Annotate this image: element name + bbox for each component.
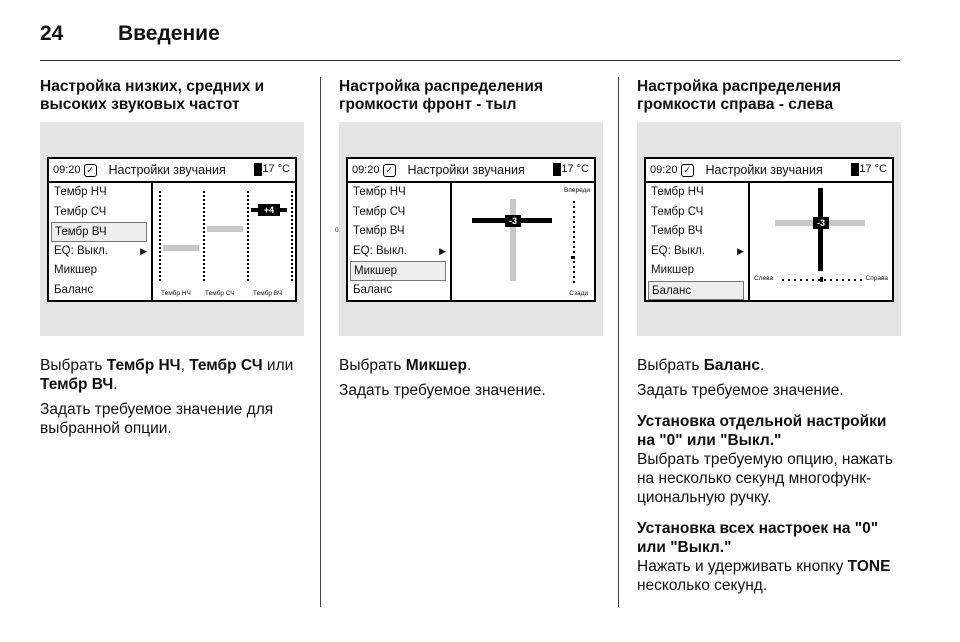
track-dot: [159, 219, 161, 221]
track-dot: [247, 199, 249, 201]
track-dot: [247, 219, 249, 221]
track-dot: [291, 247, 293, 249]
bold-term: Микшер: [405, 357, 467, 374]
scale-dot: [830, 279, 832, 281]
temperature: 17 °C: [561, 163, 589, 175]
clock: 09:20: [650, 164, 678, 176]
display-screen: [346, 157, 596, 302]
display-screen: [644, 157, 894, 302]
track-dot: [203, 199, 205, 201]
thermometer-icon: [254, 163, 262, 176]
right-label: Справа: [865, 275, 888, 282]
scale-dot: [573, 236, 575, 238]
scale-dot: [794, 279, 796, 281]
track-dot: [247, 191, 249, 193]
menu-item-label: EQ: Выкл.: [54, 244, 109, 257]
track-dot: [159, 279, 161, 281]
track-dot: [247, 271, 249, 273]
track-dot: [247, 223, 249, 225]
text: .: [466, 357, 472, 374]
menu-item-eq[interactable]: [348, 242, 450, 262]
track-dot: [203, 211, 205, 213]
track-dot: [159, 243, 161, 245]
track-dot: [203, 227, 205, 229]
instruction-text: [339, 356, 603, 375]
temperature: 17 °C: [859, 163, 887, 175]
scale-dot: [573, 256, 575, 258]
menu-item-label: EQ: Выкл.: [651, 244, 706, 257]
text: несколько секунд.: [637, 577, 768, 594]
track-dot: [291, 279, 293, 281]
check-icon: ✓: [681, 164, 694, 177]
menu-item-balance[interactable]: Баланс: [353, 283, 393, 296]
track-dot: [291, 263, 293, 265]
menu-item-eq[interactable]: [646, 242, 748, 262]
scale-dot: [812, 279, 814, 281]
menu-item-fader[interactable]: Микшер: [54, 264, 98, 276]
eq-pane: [153, 183, 339, 300]
track-dot: [291, 227, 293, 229]
track-dot: [291, 271, 293, 273]
scale-dot: [573, 281, 575, 283]
screen-photo: [637, 122, 901, 336]
track-dot: [291, 207, 293, 209]
check-icon: ✓: [84, 164, 97, 177]
sound-menu: [646, 183, 750, 300]
menu-item-balance[interactable]: Баланс: [648, 281, 744, 301]
eq-bar: [207, 226, 243, 232]
track-dot: [159, 275, 161, 277]
track-dot: [203, 263, 205, 265]
track-dot: [291, 239, 293, 241]
track-dot: [247, 239, 249, 241]
track-dot: [203, 239, 205, 241]
bold-term: Тембр ВЧ: [40, 376, 114, 393]
sound-menu: [49, 183, 153, 300]
track-dot: [291, 275, 293, 277]
track-dot: [247, 207, 249, 209]
track-dot: [203, 267, 205, 269]
scale-dot: [573, 266, 575, 268]
scale-marker: [820, 277, 823, 282]
scale-dot: [573, 201, 575, 203]
screen-photo: [339, 122, 603, 336]
section-heading: Настройка распределения громкости фронт - тыл: [339, 78, 543, 113]
track-dot: [203, 259, 205, 261]
section-heading: Настройка низких, средних и высоких звуковых частот: [40, 78, 265, 113]
scale-dot: [848, 279, 850, 281]
text: ,: [180, 357, 190, 374]
track-dot: [203, 275, 205, 277]
track-dot: [291, 235, 293, 237]
text: Выбрать: [339, 357, 406, 374]
scale-dot: [573, 226, 575, 228]
text: Нажать и удерживать кнопку: [637, 558, 848, 575]
scale-dot: [824, 279, 826, 281]
menu-item-bass[interactable]: Тембр НЧ: [353, 186, 406, 198]
check-icon: ✓: [383, 164, 396, 177]
balance-pane: [750, 183, 892, 300]
track-dot: [203, 207, 205, 209]
scale-dot: [573, 276, 575, 278]
header-rule: [40, 60, 900, 61]
menu-item-eq[interactable]: [49, 242, 151, 262]
subheading: Установка всех настроек на "0" или "Выкл.": [637, 520, 879, 556]
screen-title: Настройки звучания: [407, 163, 525, 177]
track-dot: [203, 195, 205, 197]
screen-header: [348, 159, 594, 183]
instruction-text: Задать требуемое значение.: [637, 382, 844, 399]
track-dot: [203, 235, 205, 237]
track-dot: [291, 191, 293, 193]
track-dot: [203, 247, 205, 249]
track-dot: [203, 243, 205, 245]
section-body: [40, 356, 304, 438]
menu-item-fader[interactable]: Микшер: [651, 264, 695, 276]
track-dot: [203, 279, 205, 281]
menu-item-treble[interactable]: Тембр ВЧ: [651, 225, 703, 237]
text: Выбрать: [637, 357, 704, 374]
eq-label-mid: Тембр СЧ: [205, 290, 235, 297]
menu-item-treble[interactable]: Тембр ВЧ: [51, 222, 147, 242]
fader-vertical-bar: [510, 199, 516, 281]
column-balance: [637, 78, 901, 601]
track-dot: [203, 255, 205, 257]
column-separator: [618, 77, 619, 607]
scale-dot: [782, 279, 784, 281]
eq-label-treble: Тембр ВЧ: [253, 290, 283, 297]
temperature: 17 °C: [262, 163, 290, 175]
track-dot: [247, 275, 249, 277]
arrow-right-icon: ▶: [737, 245, 744, 256]
scale-dot: [573, 251, 575, 253]
track-dot: [159, 247, 161, 249]
screen-header: [646, 159, 892, 183]
instruction-text: Задать требуемое значение для выбранной опции.: [40, 401, 274, 437]
clock: 09:20: [53, 164, 81, 176]
scale-dot: [842, 279, 844, 281]
track-dot: [159, 207, 161, 209]
track-dot: [159, 223, 161, 225]
eq-bar: [163, 245, 199, 251]
track-dot: [159, 255, 161, 257]
track-dot: [247, 203, 249, 205]
track-dot: [247, 231, 249, 233]
instruction-text: Задать требуемое значение.: [339, 382, 546, 399]
track-dot: [291, 259, 293, 261]
column-fader: [339, 78, 603, 406]
scale-dot: [800, 279, 802, 281]
track-dot: [247, 251, 249, 253]
scale-dot: [836, 279, 838, 281]
track-dot: [291, 195, 293, 197]
arrow-right-icon: ▶: [439, 245, 446, 256]
menu-item-label: EQ: Выкл.: [353, 244, 408, 257]
track-dot: [159, 239, 161, 241]
track-dot: [159, 271, 161, 273]
screen-title: Настройки звучания: [705, 163, 823, 177]
scale-dot: [573, 241, 575, 243]
track-dot: [159, 215, 161, 217]
track-dot: [203, 231, 205, 233]
page-title: Введение: [118, 22, 220, 45]
display-screen: [47, 157, 339, 302]
menu-item-fader[interactable]: Микшер: [350, 261, 446, 281]
thermometer-icon: [553, 163, 561, 176]
section-body: [637, 356, 901, 595]
instruction-text: [637, 557, 901, 595]
scale-dot: [860, 279, 862, 281]
track-dot: [291, 203, 293, 205]
track-dot: [247, 263, 249, 265]
track-dot: [159, 235, 161, 237]
track-dot: [203, 223, 205, 225]
column-treble-bass: [40, 78, 339, 444]
value-badge: -3: [505, 215, 521, 227]
track-dot: [203, 251, 205, 253]
track-dot: [203, 203, 205, 205]
text: .: [759, 357, 765, 374]
instruction-text: Выбрать требуемую опцию, нажать на несколько секунд многофунк-циональную ручку.: [637, 451, 893, 506]
bold-term: Баланс: [703, 357, 760, 374]
scale-dot: [573, 231, 575, 233]
eq-label-bass: Тембр НЧ: [161, 290, 191, 297]
clock: 09:20: [352, 164, 380, 176]
track-dot: [291, 243, 293, 245]
track-dot: [159, 203, 161, 205]
section-heading: Настройка распределения громкости справа - слева: [637, 78, 841, 113]
thermometer-icon: [851, 163, 859, 176]
track-dot: [247, 267, 249, 269]
value-badge: +4: [258, 204, 280, 216]
arrow-right-icon: ▶: [140, 245, 147, 256]
track-dot: [247, 279, 249, 281]
track-dot: [159, 259, 161, 261]
bold-term: Тембр СЧ: [189, 357, 263, 374]
column-separator: [320, 77, 321, 607]
page-number: 24: [40, 22, 64, 45]
track-dot: [291, 215, 293, 217]
text: или: [262, 357, 294, 374]
menu-item-bass[interactable]: Тембр НЧ: [651, 186, 704, 198]
track-dot: [247, 255, 249, 257]
track-dot: [291, 219, 293, 221]
balance-vertical-bar: [818, 188, 823, 271]
menu-item-mid[interactable]: Тембр СЧ: [54, 205, 107, 218]
menu-item-mid[interactable]: Тембр СЧ: [651, 205, 704, 218]
track-dot: [291, 223, 293, 225]
track-dot: [159, 227, 161, 229]
menu-item-treble[interactable]: Тембр ВЧ: [353, 225, 405, 237]
screen-header: [49, 159, 295, 183]
zero-label: 0: [335, 227, 339, 234]
menu-item-bass[interactable]: Тембр НЧ: [54, 186, 107, 198]
track-dot: [159, 199, 161, 201]
bold-term: Тембр НЧ: [106, 357, 181, 374]
instruction-text: [40, 356, 304, 394]
scale-dot: [573, 261, 575, 263]
track-dot: [159, 263, 161, 265]
scale-dot: [818, 279, 820, 281]
track-dot: [291, 211, 293, 213]
track-dot: [159, 231, 161, 233]
track-dot: [291, 199, 293, 201]
subheading: Установка отдельной настройки на "0" или "Выкл.": [637, 413, 887, 449]
track-dot: [159, 195, 161, 197]
screen-title: Настройки звучания: [108, 163, 226, 177]
sound-menu: [348, 183, 452, 300]
left-label: Слева: [754, 275, 774, 282]
scale-dot: [573, 216, 575, 218]
front-label: Впереди: [564, 187, 590, 194]
scale-dot: [573, 206, 575, 208]
fader-pane: [452, 183, 594, 300]
scale-dot: [573, 221, 575, 223]
rear-label: Сзади: [569, 290, 588, 297]
track-dot: [247, 227, 249, 229]
instruction-text: [637, 356, 901, 375]
track-dot: [203, 219, 205, 221]
scale-dot: [573, 211, 575, 213]
scale-dot: [573, 271, 575, 273]
track-dot: [247, 259, 249, 261]
scale-dot: [806, 279, 808, 281]
track-dot: [159, 191, 161, 193]
track-dot: [159, 267, 161, 269]
menu-item-mid[interactable]: Тембр СЧ: [353, 205, 406, 218]
track-dot: [203, 191, 205, 193]
track-dot: [203, 271, 205, 273]
track-dot: [159, 211, 161, 213]
track-dot: [291, 255, 293, 257]
track-dot: [291, 267, 293, 269]
track-dot: [291, 231, 293, 233]
text: Выбрать: [40, 357, 107, 374]
track-dot: [247, 195, 249, 197]
track-dot: [247, 247, 249, 249]
value-badge: -3: [813, 217, 829, 229]
menu-item-balance[interactable]: Баланс: [54, 283, 94, 296]
text: .: [113, 376, 118, 393]
track-dot: [159, 251, 161, 253]
track-dot: [203, 215, 205, 217]
track-dot: [291, 251, 293, 253]
scale-dot: [788, 279, 790, 281]
screen-photo: [40, 122, 339, 336]
scale-dot: [573, 246, 575, 248]
track-dot: [247, 211, 249, 213]
track-dot: [247, 235, 249, 237]
track-dot: [247, 215, 249, 217]
section-body: [339, 356, 603, 400]
scale-dot: [854, 279, 856, 281]
track-dot: [247, 243, 249, 245]
bold-term: TONE: [847, 558, 891, 575]
